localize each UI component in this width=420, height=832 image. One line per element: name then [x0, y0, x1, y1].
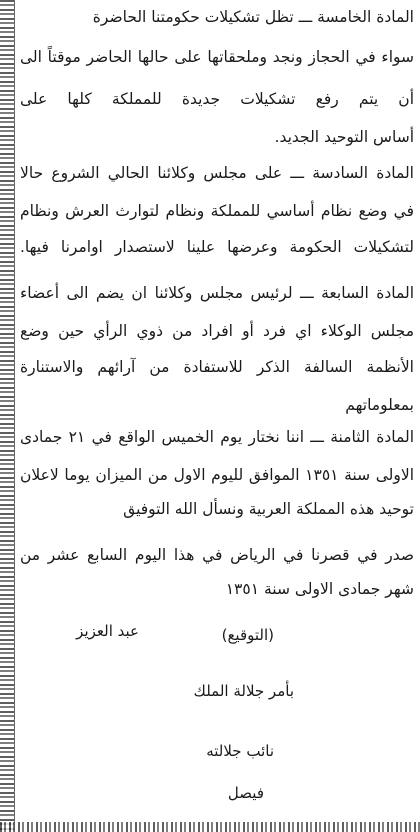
text-line: في وضع نظام أساسي للمملكة ونظام لتوارث العرش ونظام: [20, 202, 414, 220]
article-6-heading: المادة السادسة ـــ على مجلس وكلائنا الحالي الشروع حالا: [20, 164, 414, 182]
issued-line: صدر في قصرنا في الرياض في هذا اليوم السابع عشر من: [20, 546, 414, 564]
issued-date-line: شهر جمادى الاولى سنة ١٣٥١: [225, 580, 414, 598]
decorative-border-bottom: [0, 822, 420, 832]
article-7-heading: المادة السابعة ـــ لرئيس مجلس وكلائنا ان يضم الى أعضاء: [20, 284, 414, 302]
decorative-border-left: [0, 0, 14, 832]
article-8-heading: المادة الثامنة ـــ اننا نختار يوم الخميس الواقع في ٢١ جمادى: [20, 428, 414, 446]
deputy-line: نائب جلالته: [206, 742, 274, 760]
text-line: أساس التوحيد الجديد.: [274, 128, 414, 146]
signature-name: عبد العزيز: [76, 622, 139, 640]
text-line: أن يتم رفع تشكيلات جديدة للمملكة كلها على: [20, 90, 414, 108]
text-line: سواء في الحجاز ونجد وملحقاتها على حالها الحاضر موقتاً الى: [20, 48, 414, 66]
document-page: [20, 2, 414, 818]
text-line: الاولى سنة ١٣٥١ الموافق لليوم الاول من الميزان يوما لاعلان: [20, 466, 414, 484]
text-line: لتشكيلات الحكومة وعرضها علينا لاستصدار اوامرنا فيها.: [20, 238, 414, 256]
text-line: الأنظمة السالفة الذكر للاستفادة من آرائهم والاستنارة: [20, 358, 414, 376]
article-5-heading: المادة الخامسة ـــ تظل تشكيلات حكومتنا الحاضرة: [92, 8, 414, 26]
signer-name: فيصل: [227, 784, 264, 802]
text-line: توحيد هذه المملكة العربية ونسأل الله التوفيق: [123, 500, 414, 518]
text-line: بمعلوماتهم: [345, 396, 414, 414]
signature-label: (التوقيع): [221, 626, 274, 644]
by-order-line: بأمر جلالة الملك: [193, 682, 294, 700]
text-line: مجلس الوكلاء اي فرد أو افراد من ذوي الرأي حين وضع: [20, 322, 414, 340]
